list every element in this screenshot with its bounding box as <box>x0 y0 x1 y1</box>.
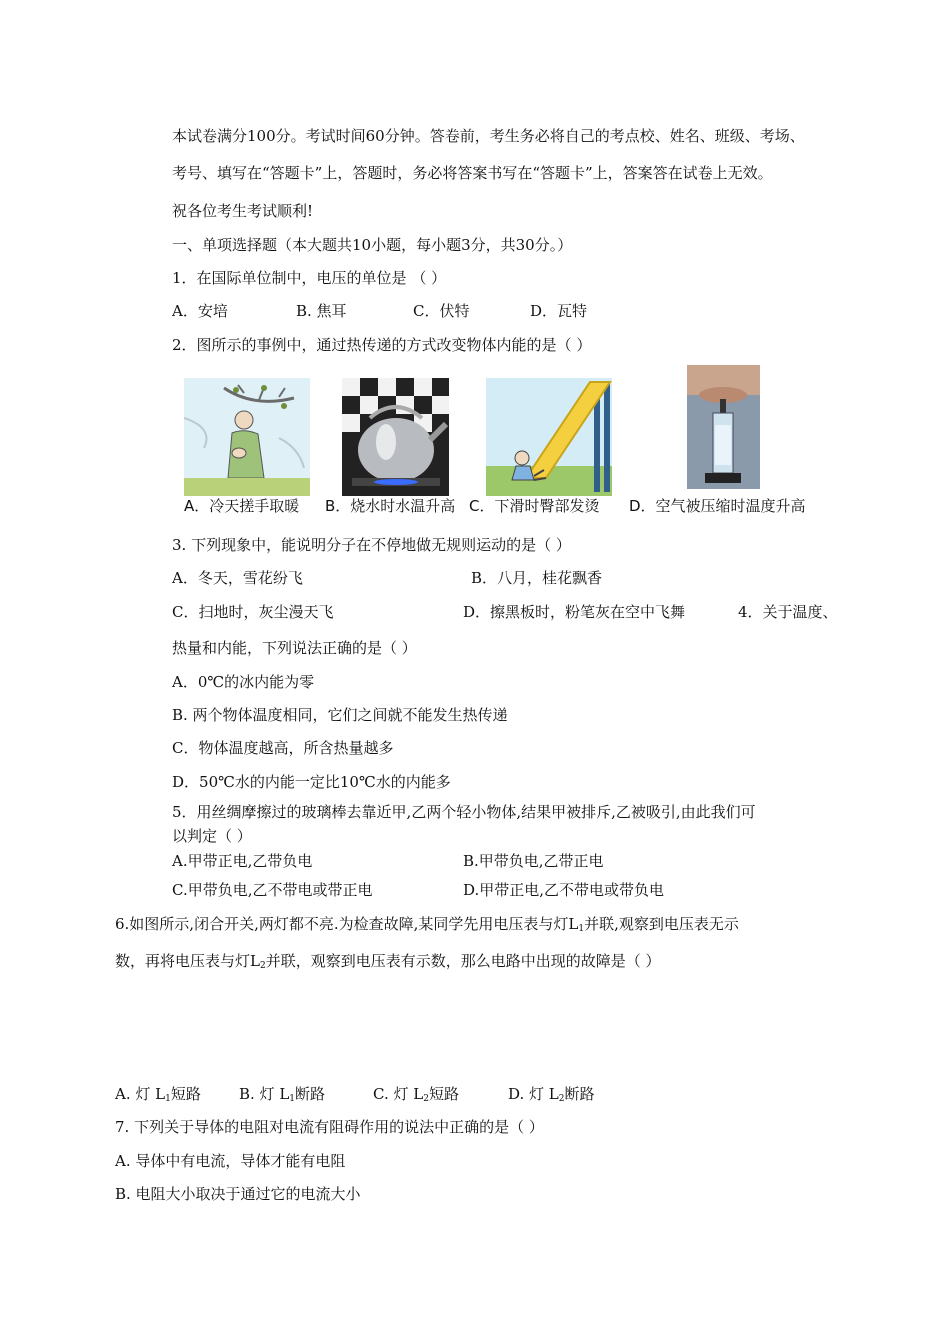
q2-caption-d: D．空气被压缩时温度升高 <box>629 497 806 515</box>
q6-option-d <box>508 1084 595 1109</box>
q6-option-d-post: 断路 <box>564 1085 595 1103</box>
q1-option-b: B. 焦耳 <box>296 302 347 320</box>
q3-option-d: D．擦黑板时，粉笔灰在空中飞舞 <box>463 603 686 621</box>
q7-option-a: A. 导体中有电流，导体才能有电阻 <box>115 1152 346 1170</box>
q6-lamp2-subscript: 2 <box>259 961 266 971</box>
q6-option-c-post: 短路 <box>428 1085 459 1103</box>
q6-text-c: 数，再将电压表与灯 <box>115 952 251 970</box>
q6-text-d: 并联，观察到电压表有示数，那么电路中出现的故障是（ ） <box>265 952 661 970</box>
picture-rubbing-hands <box>184 378 310 496</box>
q6-option-c <box>373 1084 459 1109</box>
q4-option-b: B. 两个物体温度相同，它们之间就不能发生热传递 <box>172 706 508 724</box>
q6-option-a-text: A. 灯 L <box>115 1085 166 1103</box>
intro-line-3: 祝各位考生考试顺利! <box>172 202 314 220</box>
q2-caption-c: C．下滑时臀部发烫 <box>469 497 600 515</box>
q6-option-d-sub: 2 <box>558 1094 565 1104</box>
q6-stem-line-2 <box>115 951 661 976</box>
q6-option-b-text: B. 灯 L <box>239 1085 290 1103</box>
q6-option-b-sub: 1 <box>289 1094 296 1104</box>
q3-option-b: B．八月，桂花飘香 <box>471 569 603 587</box>
q2-caption-b: B．烧水时水温升高 <box>325 497 456 515</box>
q5-option-a: A.甲带正电,乙带负电 <box>172 852 313 870</box>
q6-lamp1-subscript: 1 <box>578 924 585 934</box>
q2-stem: 2．图所示的事例中，通过热传递的方式改变物体内能的是（ ） <box>172 336 592 354</box>
picture-slide <box>486 378 612 496</box>
q6-option-d-text: D. 灯 L <box>508 1085 559 1103</box>
q1-option-a: A．安培 <box>172 302 228 320</box>
q5-stem-line-1: 5．用丝绸摩擦过的玻璃棒去靠近甲,乙两个轻小物体,结果甲被排斥,乙被吸引,由此我们可 <box>172 803 756 821</box>
q7-option-b: B. 电阻大小取决于通过它的电流大小 <box>115 1185 361 1203</box>
intro-line-1: 本试卷满分100分。考试时间60分钟。答卷前，考生务必将自己的考点校、姓名、班级、考场、 <box>172 127 805 145</box>
q3-option-c: C．扫地时，灰尘漫天飞 <box>172 603 334 621</box>
q3-stem: 3. 下列现象中，能说明分子在不停地做无规则运动的是（ ） <box>172 536 571 554</box>
q4-option-c: C．物体温度越高，所含热量越多 <box>172 739 394 757</box>
q4-stem-part2: 热量和内能，下列说法正确的是（ ） <box>172 639 417 657</box>
picture-air-pump <box>687 365 760 489</box>
q2-caption-a: A．冷天搓手取暖 <box>184 497 300 515</box>
q6-option-b-post: 断路 <box>295 1085 326 1103</box>
q6-option-c-sub: 2 <box>423 1094 429 1104</box>
q1-stem: 1．在国际单位制中，电压的单位是 （ ） <box>172 269 447 287</box>
q4-option-d: D．50℃水的内能一定比10℃水的内能多 <box>172 773 451 791</box>
q6-lamp2: L <box>250 952 260 970</box>
q6-option-a-post: 短路 <box>170 1085 201 1103</box>
q5-option-c: C.甲带负电,乙不带电或带正电 <box>172 881 373 899</box>
q6-text-b: 并联,观察到电压表无示 <box>584 915 739 933</box>
q6-option-c-text: C. 灯 L <box>373 1085 424 1103</box>
q6-lamp1: L <box>568 915 579 933</box>
picture-kettle-boiling <box>342 378 449 496</box>
q6-option-b <box>239 1084 325 1109</box>
q4-option-a: A．0℃的冰内能为零 <box>172 673 315 691</box>
q1-option-d: D．瓦特 <box>530 302 588 320</box>
q6-stem-line-1 <box>115 914 739 939</box>
q7-stem: 7. 下列关于导体的电阻对电流有阻碍作用的说法中正确的是（ ） <box>115 1118 544 1136</box>
q5-stem-line-2: 以判定（ ） <box>172 827 252 845</box>
q3-option-a: A．冬天，雪花纷飞 <box>172 569 303 587</box>
q5-option-d: D.甲带正电,乙不带电或带负电 <box>463 881 665 899</box>
q1-option-c: C．伏特 <box>413 302 470 320</box>
intro-line-2: 考号、填写在“答题卡”上，答题时，务必将答案书写在“答题卡”上，答案答在试卷上无效。 <box>172 164 773 182</box>
q6-option-a-sub: 1 <box>165 1094 171 1104</box>
q4-stem-part1: 4．关于温度、 <box>738 603 838 621</box>
section-title: 一、单项选择题（本大题共10小题，每小题3分，共30分。） <box>172 236 573 254</box>
q6-text-a: 6.如图所示,闭合开关,两灯都不亮.为检查故障,某同学先用电压表与灯 <box>115 915 569 933</box>
q5-option-b: B.甲带负电,乙带正电 <box>463 852 604 870</box>
q6-option-a <box>115 1084 201 1109</box>
